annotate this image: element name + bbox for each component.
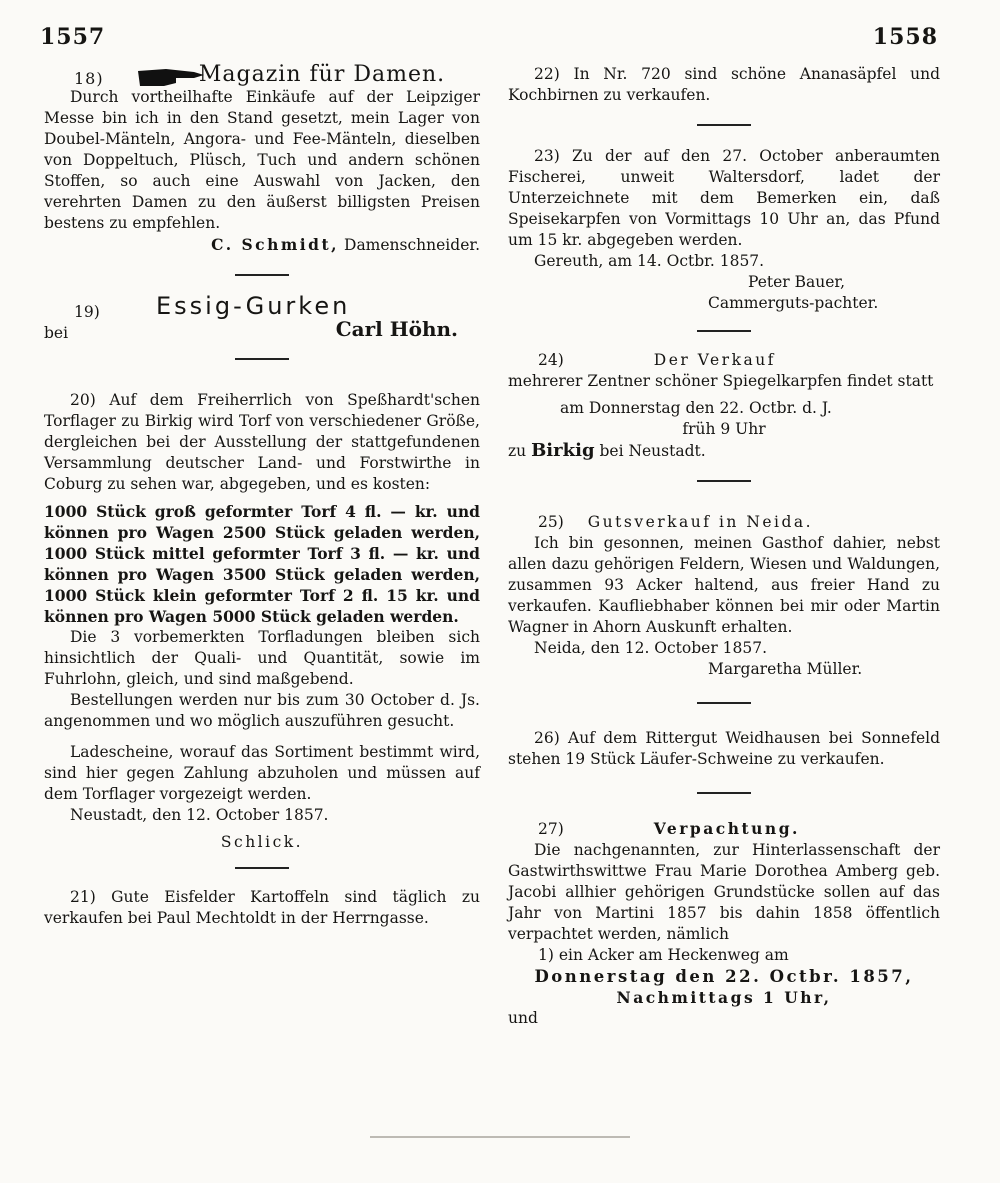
notice-24-time: früh 9 Uhr	[682, 420, 766, 438]
signature-name: C. Schmidt,	[211, 235, 340, 254]
notice-27-body: Die nachgenannten, zur Hinterlassenschaft der Gastwirthswittwe Frau Marie Dorothea Amberg geb. Jacobi allhier gehörigen Grundstücke sollen auf das Jahr von Martini 1857 bis dahin 1858 öffentlich verpachtet werden, nämlich	[508, 841, 940, 943]
divider	[697, 330, 751, 332]
notice-20-prices: 1000 Stück groß geformter Torf 4 fl. — kr. und können pro Wagen 2500 Stück geladen werden, 1000 Stück mittel geformter Torf 3 fl. — kr. und können pro Wagen 3500 Stück geladen werden, 1000 Stück klein geformter Torf 2 fl. 15 kr. und können pro Wagen 5000 Stück geladen werden.	[44, 502, 480, 626]
notice-24-date: am Donnerstag den 22. Octbr. d. J.	[560, 399, 832, 417]
notice-25-title: Gutsverkauf in Neida.	[587, 513, 814, 531]
notice-24-zu: zu	[508, 442, 527, 460]
notice-24-heading	[508, 350, 940, 371]
divider	[697, 480, 751, 482]
left-column	[44, 64, 480, 929]
notice-25-signature: Margaretha Müller.	[708, 660, 863, 678]
notice-24-rest: bei Neustadt.	[599, 442, 706, 460]
notice-27-title: Verpachtung.	[653, 819, 800, 838]
notice-20-p4: Bestellungen werden nur bis zum 30 October d. Js. angenommen und wo möglich auszuführen gesucht.	[44, 691, 480, 730]
notice-20-p5: Ladescheine, worauf das Sortiment bestimmt wird, sind hier gegen Zahlung abzuholen und müssen auf dem Torflager vorgezeigt werden.	[44, 743, 480, 803]
divider	[697, 124, 751, 126]
divider	[235, 867, 289, 869]
notice-19-name: Carl Höhn.	[335, 317, 458, 341]
notice-number: 18)	[74, 69, 104, 88]
notice-25-heading	[508, 512, 940, 533]
right-column	[508, 64, 940, 1029]
divider	[235, 358, 289, 360]
notice-23-signature-name: Peter Bauer,	[748, 273, 846, 291]
divider	[697, 792, 751, 794]
notice-25-body: Ich bin gesonnen, meinen Gasthof dahier, nebst allen dazu gehörigen Feldern, Wiesen und Waldungen, zusammen 93 Acker haltend, aus freier Hand zu verkaufen. Kaufliebhaber können bei mir oder Martin Wagner in Ahorn Auskunft erhalten.	[508, 534, 940, 636]
notice-18-body: Durch vortheilhafte Einkäufe auf der Leipziger Messe bin ich in den Stand gesetzt, mein Lager von Doubel-Mänteln, Angora- und Fee-Mänteln, dieselben von Doppeltuch, Plüsch, Tuch und andern schönen Stoffen, so auch eine Auswahl von Jacken, den verehrten Damen zu den äußerst billigsten Preisen bestens zu empfehlen.	[44, 88, 480, 232]
signature-role: Damenschneider.	[344, 236, 480, 254]
notice-27-und: und	[508, 1009, 538, 1027]
notice-18-signature	[44, 234, 480, 256]
notice-24-title: Der Verkauf	[653, 351, 776, 369]
notice-19	[44, 292, 480, 344]
notice-number: 24)	[538, 351, 564, 369]
notice-23-signature-role: Cammerguts-pachter.	[708, 294, 879, 312]
notice-24-place-line	[508, 440, 940, 462]
notice-20-signature: Schlick.	[220, 833, 304, 851]
notice-24-place: Birkig	[531, 440, 595, 461]
notice-26: 26) Auf dem Rittergut Weidhausen bei Sonnefeld stehen 19 Stück Läufer-Schweine zu verkaufen.	[508, 729, 940, 768]
notice-22: 22) In Nr. 720 sind schöne Ananasäpfel und Kochbirnen zu verkaufen.	[508, 65, 940, 104]
notice-20-p3: Die 3 vorbemerkten Torfladungen bleiben sich hinsichtlich der Quali- und Quantität, sowie im Fuhrlohn, gleich, und sind maßgebend.	[44, 628, 480, 688]
notice-18-heading	[44, 62, 480, 88]
notice-27-time: Nachmittags 1 Uhr,	[616, 988, 832, 1007]
notice-19-bei: bei	[44, 324, 69, 342]
page-number-left: 1557	[40, 24, 106, 50]
notice-number: 19)	[74, 303, 100, 321]
notice-27-heading	[508, 818, 940, 840]
notice-23-date: Gereuth, am 14. Octbr. 1857.	[534, 252, 765, 270]
pointing-hand-icon	[136, 66, 206, 88]
bottom-rule	[370, 1136, 630, 1138]
notice-number: 27)	[538, 820, 564, 838]
notice-19-title: Essig-Gurken	[156, 292, 351, 320]
notice-27-date: Donnerstag den 22. Octbr. 1857,	[534, 967, 914, 986]
notice-18-title: Magazin für Damen.	[198, 62, 446, 87]
notice-20-date: Neustadt, den 12. October 1857.	[70, 806, 329, 824]
notice-25-date: Neida, den 12. October 1857.	[534, 639, 768, 657]
notice-21: 21) Gute Eisfelder Kartoffeln sind täglich zu verkaufen bei Paul Mechtoldt in der Herrngasse.	[44, 888, 480, 927]
divider	[235, 274, 289, 276]
notice-24-body: mehrerer Zentner schöner Spiegelkarpfen findet statt	[508, 372, 934, 390]
notice-23: 23) Zu der auf den 27. October anberaumten Fischerei, unweit Waltersdorf, ladet der Unterzeichnete mit dem Bemerken ein, daß Speisekarpfen von Vormittags 10 Uhr an, das Pfund um 15 kr. abgegeben werden.	[508, 147, 940, 249]
notice-27-item: 1) ein Acker am Heckenweg am	[538, 946, 789, 964]
notice-20-intro: 20) Auf dem Freiherrlich von Speßhardt'schen Torflager zu Birkig wird Torf von verschiedener Größe, dergleichen bei der Ausstellung der stattgefundenen Versammlung deutscher Land- und Forstwirthe in Coburg zu sehen war, abgegeben, und es kosten:	[44, 391, 480, 493]
notice-number: 25)	[538, 513, 564, 531]
divider	[697, 702, 751, 704]
page-number-right: 1558	[872, 24, 938, 50]
